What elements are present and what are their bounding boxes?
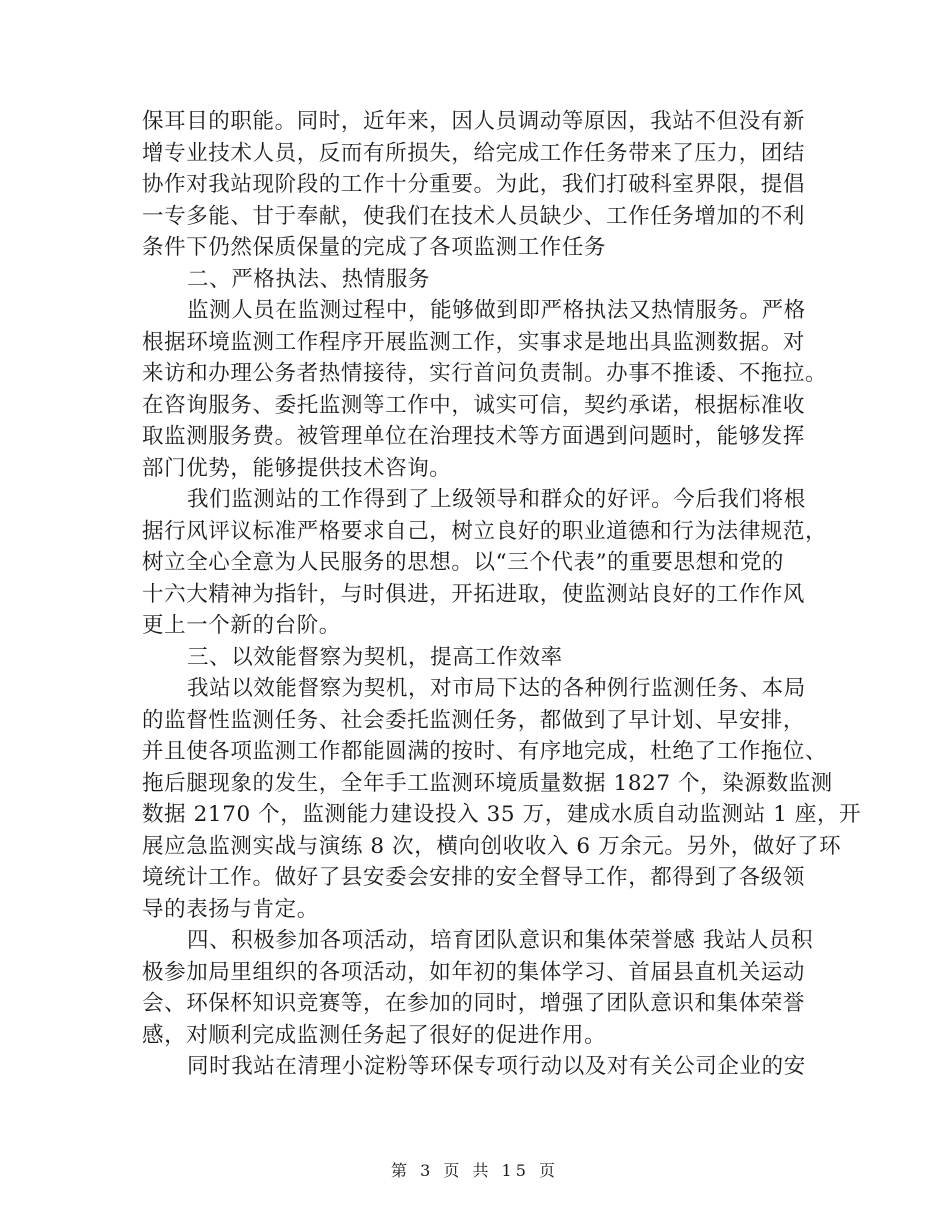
text-line: 并且使各项监测工作都能圆满的按时、有序地完成，杜绝了工作拖位、 <box>142 739 828 764</box>
text-line: 一专多能、甘于奉献，使我们在技术人员缺少、工作任务增加的不利 <box>142 203 806 229</box>
text-line: 增专业技术人员，反而有所损失，给完成工作任务带来了压力，团结 <box>142 140 806 166</box>
text-line: 更上一个新的台阶。 <box>142 613 341 638</box>
text-line: 在咨询服务、委托监测等工作中，诚实可信，契约承诺，根据标准收 <box>142 392 806 418</box>
text-line: 树立全心全意为人民服务的思想。以“三个代表”的重要思想和党的 <box>142 550 784 575</box>
text-line: 保耳目的职能。同时，近年来，因人员调动等原因，我站不但没有新 <box>142 109 806 134</box>
text-line: 感，对顺利完成监测任务起了很好的促进作用。 <box>142 1022 607 1048</box>
text-line: 会、环保杯知识竞赛等，在参加的同时，增强了团队意识和集体荣誉 <box>142 991 806 1016</box>
document-body <box>142 106 862 1083</box>
text-line: 监测人员在监测过程中，能够做到即严格执法又热情服务。严格 <box>187 298 806 323</box>
text-line: 据行风评议标准严格要求自己，树立良好的职业道德和行为法律规范， <box>142 518 828 544</box>
text-line: 我站以效能督察为契机，对市局下达的各种例行监测任务、本局 <box>187 676 806 701</box>
text-line: 展应急监测实战与演练 8 次，横向创收收入 6 万余元。另外，做好了环 <box>142 833 842 859</box>
text-line: 同时我站在清理小淀粉等环保专项行动以及对有关公司企业的安 <box>187 1054 806 1079</box>
text-line: 根据环境监测工作程序开展监测工作，实事求是地出具监测数据。对 <box>142 329 806 355</box>
text-line: 境统计工作。做好了县安委会安排的安全督导工作，都得到了各级领 <box>142 865 806 890</box>
text-line: 数据 2170 个，监测能力建设投入 35 万，建成水质自动监测站 1 座，开 <box>142 802 862 827</box>
text-line: 极参加局里组织的各项活动，如年初的集体学习、首届县直机关运动 <box>142 959 806 985</box>
page-footer <box>0 1158 950 1181</box>
text-line: 取监测服务费。被管理单位在治理技术等方面遇到问题时，能够发挥 <box>142 424 806 449</box>
text-line: 拖后腿现象的发生，全年手工监测环境质量数据 1827 个，染源数监测 <box>142 770 833 796</box>
text-line: 二、严格执法、热情服务 <box>187 266 431 292</box>
text-line: 协作对我站现阶段的工作十分重要。为此，我们打破科室界限，提倡 <box>142 172 806 197</box>
text-line: 条件下仍然保质保量的完成了各项监测工作任务 <box>142 235 607 260</box>
text-line: 导的表扬与肯定。 <box>142 896 319 922</box>
text-line: 三、以效能督察为契机，提高工作效率 <box>187 644 563 670</box>
text-line: 部门优势，能够提供技术咨询。 <box>142 455 452 481</box>
text-line: 来访和办理公务者热情接待，实行首问负责制。办事不推诿、不拖拉。 <box>142 361 828 386</box>
page-number: 第 3 页 共 15 页 <box>391 1161 559 1180</box>
text-line: 十六大精神为指针，与时俱进，开拓进取，使监测站良好的工作作风 <box>142 581 806 607</box>
text-line: 我们监测站的工作得到了上级领导和群众的好评。今后我们将根 <box>187 487 806 512</box>
text-line: 的监督性监测任务、社会委托监测任务，都做到了早计划、早安排， <box>142 707 806 733</box>
text-line: 四、积极参加各项活动，培育团队意识和集体荣誉感 我站人员积 <box>187 928 814 953</box>
